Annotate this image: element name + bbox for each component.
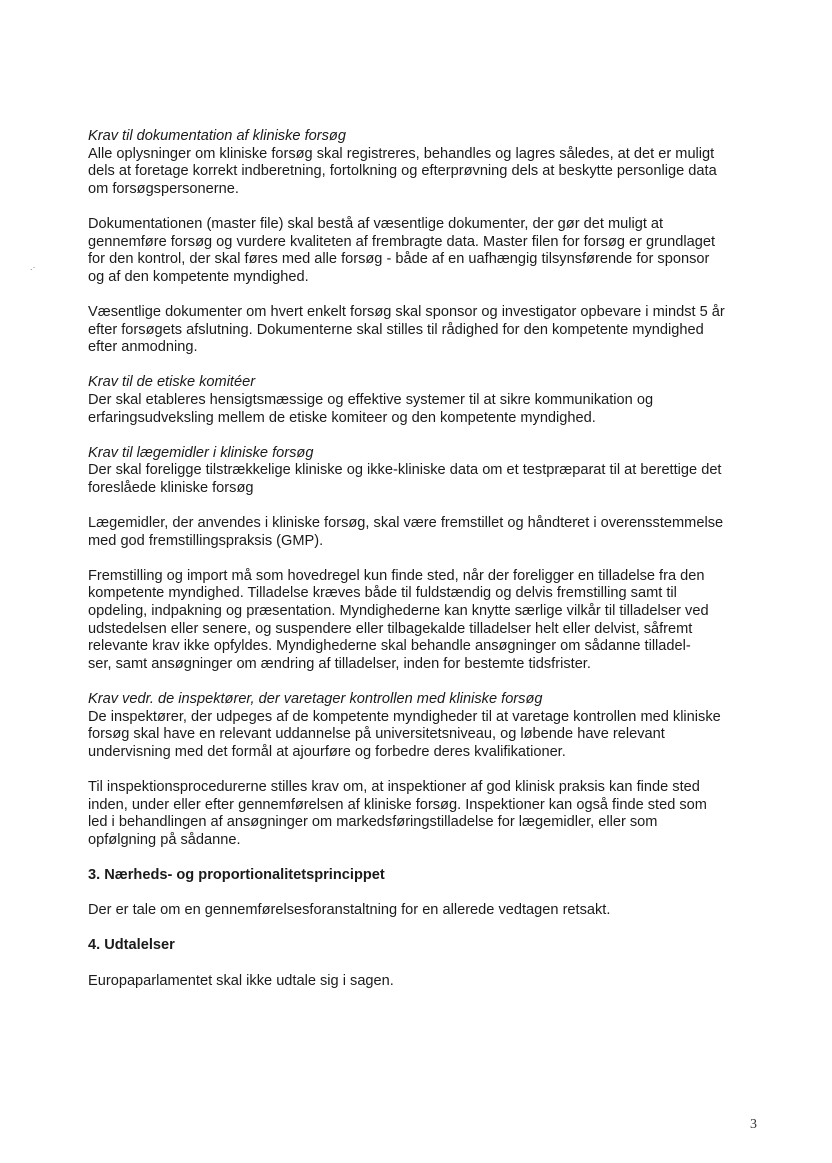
text-line: opfølgning på sådanne.	[88, 831, 241, 848]
text-line: gennemføre forsøg og vurdere kvaliteten af frembragte data. Master filen for forsøg er grundlaget	[88, 233, 716, 250]
text-line: Der skal foreligge tilstrækkelige kliniske og ikke-kliniske data om et testpræparat til at berettige det	[88, 462, 722, 479]
text-line: Europaparlamentet skal ikke udtale sig i sagen.	[88, 972, 394, 989]
text-line: Fremstilling og import må som hovedregel kun finde sted, når der foreligger en tilladelse fra den	[88, 567, 705, 584]
section-heading: Krav til de etiske komitéer	[88, 374, 256, 391]
text-line: led i behandlingen af ansøgninger om markedsføringstilladelse for lægemidler, eller som	[88, 814, 658, 831]
text-line: inden, under eller efter gennemførelsen af kliniske forsøg. Inspektioner kan også finde sted som	[88, 796, 707, 813]
section-heading: Krav til lægemidler i kliniske forsøg	[88, 444, 314, 461]
text-line: udstedelsen eller senere, og suspendere eller tilbagekalde tilladelser helt eller delvist, såfremt	[88, 620, 693, 637]
scan-speck: .·	[30, 262, 36, 272]
text-line: erfaringsudveksling mellem de etiske komiteer og den kompetente myndighed.	[88, 409, 596, 426]
text-line: ser, samt ansøgninger om ændring af tilladelser, inden for bestemte tidsfrister.	[88, 655, 591, 672]
text-line: om forsøgspersonerne.	[88, 180, 239, 197]
page-number: 3	[750, 1117, 757, 1132]
text-line: efter forsøgets afslutning. Dokumenterne skal stilles til rådighed for den kompetente myndighed	[88, 321, 704, 338]
section-title: 4. Udtalelser	[88, 937, 175, 954]
text-line: Der er tale om en gennemførelsesforanstaltning for en allerede vedtagen retsakt.	[88, 902, 611, 919]
text-line: Til inspektionsprocedurerne stilles krav om, at inspektioner af god klinisk praksis kan finde sted	[88, 778, 700, 795]
text-line: Dokumentationen (master file) skal bestå af væsentlige dokumenter, der gør det muligt at	[88, 215, 664, 232]
text-line: Der skal etableres hensigtsmæssige og effektive systemer til at sikre kommunikation og	[88, 391, 654, 408]
section-heading: Krav til dokumentation af kliniske forsøg	[88, 128, 346, 144]
text-line: Alle oplysninger om kliniske forsøg skal registreres, behandles og lagres således, at det er muligt	[88, 145, 715, 162]
text-line: opdeling, indpakning og præsentation. Myndighederne kan knytte særlige vilkår til tilladelser ved	[88, 603, 709, 620]
text-line: forsøg skal have en relevant uddannelse på universitetsniveau, og løbende have relevant	[88, 726, 665, 743]
text-line: kompetente myndighed. Tilladelse kræves både til fuldstændig og delvis fremstilling samt til	[88, 585, 677, 602]
text-line: for den kontrol, der skal føres med alle forsøg - både af en uafhængig tilsynsførende for sponsor	[88, 251, 710, 268]
text-line: De inspektører, der udpeges af de kompetente myndigheder til at varetage kontrollen med kliniske	[88, 708, 721, 725]
text-line: og af den kompetente myndighed.	[88, 268, 309, 285]
text-line: relevante krav ikke opfyldes. Myndighederne skal behandle ansøgninger om sådanne tilladel-	[88, 638, 691, 655]
text-line: Væsentlige dokumenter om hvert enkelt forsøg skal sponsor og investigator opbevare i mindst 5 år	[88, 303, 725, 320]
text-line: Lægemidler, der anvendes i kliniske forsøg, skal være fremstillet og håndteret i overensstemmelse	[88, 515, 724, 532]
text-line: foreslåede kliniske forsøg	[88, 479, 254, 496]
text-line: med god fremstillingspraksis (GMP).	[88, 532, 324, 549]
document-body	[88, 128, 768, 990]
section-title: 3. Nærheds- og proportionalitetsprincippet	[88, 866, 385, 883]
text-line: undervisning med det formål at ajourføre og forbedre deres kvalifikationer.	[88, 743, 566, 760]
text-line: efter anmodning.	[88, 339, 198, 356]
section-heading: Krav vedr. de inspektører, der varetager kontrollen med kliniske forsøg	[88, 691, 543, 707]
text-line: dels at foretage korrekt indberetning, fortolkning og efterprøvning dels at beskytte personlige data	[88, 163, 717, 180]
